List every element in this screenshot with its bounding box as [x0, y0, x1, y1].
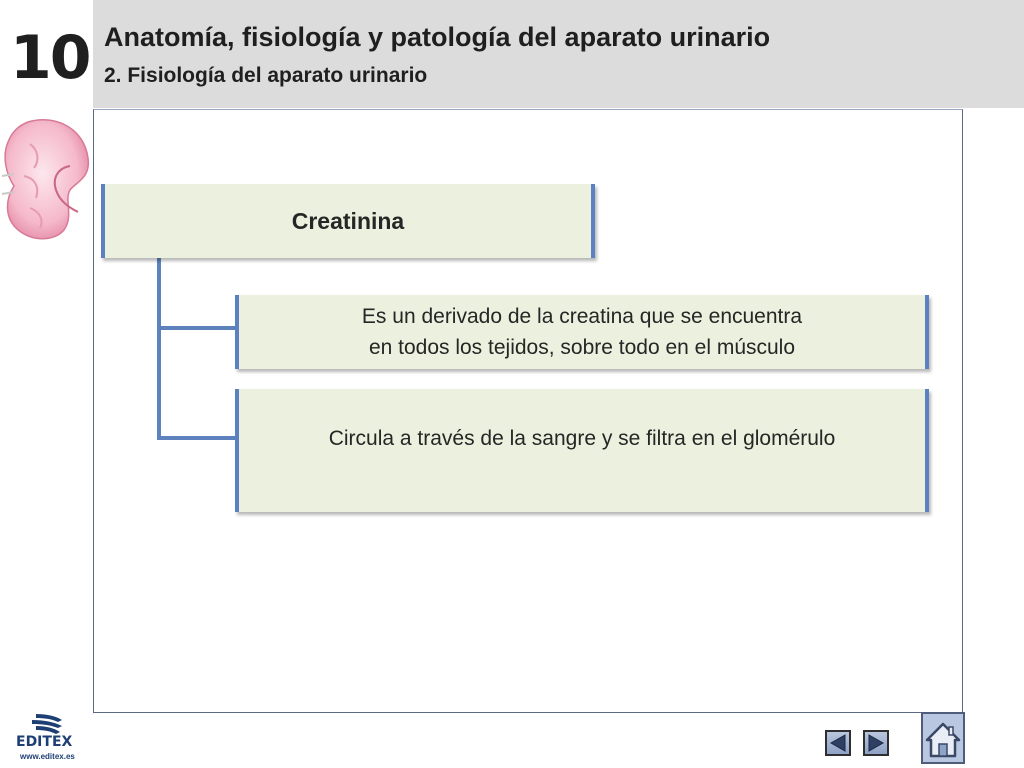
tree-connector-branch-2	[157, 436, 239, 440]
home-button[interactable]	[921, 712, 965, 764]
main-node-creatinina	[101, 184, 595, 258]
child-node-definition-line-2: en todos los tejidos, sobre todo en el músculo	[368, 336, 796, 359]
page-subtitle: 2. Fisiología del aparato urinario	[104, 64, 428, 87]
chapter-number: 10	[10, 23, 90, 93]
child-node-definition	[235, 295, 929, 369]
page-title: Anatomía, fisiología y patología del aparato urinario	[104, 22, 771, 52]
child-node-circulation-text: Circula a través de la sangre y se filtra en el glomérulo	[328, 427, 836, 450]
next-button[interactable]	[863, 730, 889, 756]
editex-brand: EDITEX	[16, 734, 73, 750]
previous-arrow-icon	[827, 732, 849, 754]
previous-button[interactable]	[825, 730, 851, 756]
child-node-definition-line-1: Es un derivado de la creatina que se encuentra	[361, 305, 803, 328]
tree-connector-vertical	[157, 258, 161, 440]
header-band	[93, 0, 1024, 108]
kidney-illustration-icon	[0, 116, 96, 242]
home-icon	[923, 714, 963, 762]
editex-url[interactable]: www.editex.es	[20, 752, 75, 761]
child-node-definition-text	[362, 301, 802, 363]
main-node-label: Creatinina	[291, 207, 405, 234]
child-node-circulation	[235, 389, 929, 512]
next-arrow-icon	[865, 732, 887, 754]
tree-connector-branch-1	[157, 326, 239, 330]
